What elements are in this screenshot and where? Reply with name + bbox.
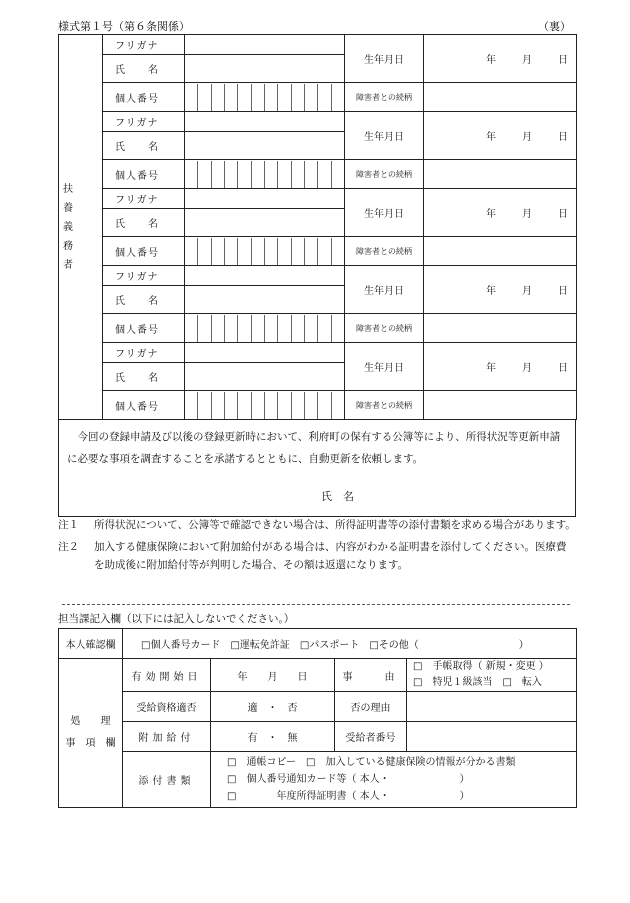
month-label: 月: [522, 209, 532, 220]
page-side-label: （裏）: [538, 20, 571, 33]
digit-box: [211, 161, 224, 188]
name-field[interactable]: [185, 363, 345, 391]
id-check-options[interactable]: □個人番号カード □運転免許証 □パスポート □その他（ ）: [123, 629, 577, 659]
month-label: 月: [522, 132, 532, 143]
furigana-field[interactable]: [185, 343, 345, 363]
office-table: [58, 628, 577, 808]
digit-box: [291, 315, 304, 342]
relation-label: 障害者との続柄: [345, 83, 424, 112]
furigana-label: フリガナ: [103, 35, 185, 55]
birth-label: 生年月日: [345, 189, 424, 237]
digit-box: [264, 238, 277, 265]
section-label-vertical: 扶 養 義 務 者: [59, 35, 103, 420]
digit-box: [264, 84, 277, 111]
birth-label: 生年月日: [345, 343, 424, 391]
day-label: 日: [558, 209, 568, 220]
digit-box: [237, 315, 250, 342]
digit-box: [277, 84, 290, 111]
digit-box: [185, 315, 197, 342]
extra-benefit-label: 附加給付: [123, 722, 211, 752]
digit-box: [277, 315, 290, 342]
digit-box: [197, 238, 210, 265]
extra-benefit-value[interactable]: 有 ・ 無: [211, 722, 335, 752]
digit-box: [251, 315, 264, 342]
name-field[interactable]: [185, 209, 345, 237]
digit-box: [264, 315, 277, 342]
start-date-value[interactable]: 年 月 日: [211, 659, 335, 692]
year-label: 年: [486, 286, 496, 297]
mynumber-field[interactable]: [185, 237, 345, 266]
day-label: 日: [558, 363, 568, 374]
birth-field[interactable]: [424, 343, 577, 391]
start-date-label: 有効開始日: [123, 659, 211, 692]
digit-box: [304, 84, 317, 111]
mynumber-label: 個人番号: [103, 314, 185, 343]
digit-box: [251, 161, 264, 188]
recipient-number-field[interactable]: [407, 722, 577, 752]
name-label: 氏 名: [103, 55, 185, 83]
recipient-number-label: 受給者番号: [335, 722, 407, 752]
relation-label: 障害者との続柄: [345, 237, 424, 266]
digit-box: [317, 84, 330, 111]
digit-box: [211, 84, 224, 111]
digit-box: [264, 161, 277, 188]
consent-name-label: 氏 名: [321, 490, 354, 503]
name-label: 氏 名: [103, 209, 185, 237]
attachments-label: 添付書類: [123, 752, 211, 808]
name-field[interactable]: [185, 286, 345, 314]
birth-field[interactable]: [424, 189, 577, 237]
relation-field[interactable]: [424, 237, 577, 266]
birth-label: 生年月日: [345, 112, 424, 160]
digit-box: [291, 238, 304, 265]
day-label: 日: [558, 55, 568, 66]
digit-box: [291, 84, 304, 111]
furigana-field[interactable]: [185, 112, 345, 132]
eligibility-value[interactable]: 適 ・ 否: [211, 692, 335, 722]
name-label: 氏 名: [103, 286, 185, 314]
digit-box: [224, 392, 237, 419]
digit-box: [251, 238, 264, 265]
digit-box: [304, 161, 317, 188]
furigana-label: フリガナ: [103, 189, 185, 209]
digit-box: [224, 238, 237, 265]
digit-box: [197, 315, 210, 342]
digit-box: [185, 392, 197, 419]
name-field[interactable]: [185, 55, 345, 83]
year-label: 年: [486, 209, 496, 220]
year-label: 年: [486, 132, 496, 143]
digit-box: [224, 161, 237, 188]
mynumber-field[interactable]: [185, 391, 345, 420]
birth-label: 生年月日: [345, 35, 424, 83]
family-table: [58, 34, 577, 420]
digit-box: [211, 315, 224, 342]
month-label: 月: [522, 363, 532, 374]
digit-box: [197, 84, 210, 111]
digit-box: [331, 392, 344, 419]
consent-box: [58, 420, 576, 517]
digit-box: [197, 161, 210, 188]
digit-box: [237, 84, 250, 111]
deny-reason-label: 否の理由: [335, 692, 407, 722]
furigana-label: フリガナ: [103, 112, 185, 132]
digit-box: [185, 161, 197, 188]
note-1: 注１ 所得状況について、公簿等で確認できない場合は、所得証明書等の添付書類を求める場合があります。: [58, 519, 576, 531]
birth-field[interactable]: [424, 266, 577, 314]
digit-box: [304, 315, 317, 342]
digit-box: [291, 161, 304, 188]
furigana-label: フリガナ: [103, 343, 185, 363]
day-label: 日: [558, 132, 568, 143]
digit-box: [317, 392, 330, 419]
birth-field[interactable]: [424, 35, 577, 83]
mynumber-field[interactable]: [185, 314, 345, 343]
process-section-label: 処 理 事 項 欄: [59, 659, 123, 808]
digit-box: [185, 84, 197, 111]
year-label: 年: [486, 363, 496, 374]
name-label: 氏 名: [103, 363, 185, 391]
id-check-label: 本人確認欄: [59, 629, 123, 659]
digit-box: [211, 238, 224, 265]
mynumber-label: 個人番号: [103, 83, 185, 112]
digit-box: [224, 84, 237, 111]
digit-box: [331, 84, 344, 111]
digit-box: [185, 238, 197, 265]
digit-box: [211, 392, 224, 419]
notes: [58, 516, 576, 574]
deny-reason-field[interactable]: [407, 692, 577, 722]
reason-value[interactable]: □ 手帳取得（ 新規・変更 ） □ 特児１級該当 □ 転入: [407, 659, 577, 692]
month-label: 月: [522, 286, 532, 297]
digit-box: [224, 315, 237, 342]
mynumber-label: 個人番号: [103, 160, 185, 189]
digit-box: [331, 315, 344, 342]
digit-box: [277, 161, 290, 188]
note-2: 注２ 加入する健康保険において附加給付がある場合は、内容がわかる証明書を添付してください。医療費を助成後に附加給付等が判明した場合、その額は返還になります。: [58, 541, 567, 571]
relation-label: 障害者との続柄: [345, 391, 424, 420]
furigana-field[interactable]: [185, 189, 345, 209]
name-label: 氏 名: [103, 132, 185, 160]
day-label: 日: [558, 286, 568, 297]
digit-box: [237, 392, 250, 419]
digit-box: [317, 315, 330, 342]
digit-box: [304, 238, 317, 265]
relation-field[interactable]: [424, 83, 577, 112]
digit-box: [317, 161, 330, 188]
relation-label: 障害者との続柄: [345, 314, 424, 343]
relation-field[interactable]: [424, 391, 577, 420]
digit-box: [237, 238, 250, 265]
mynumber-field[interactable]: [185, 83, 345, 112]
digit-box: [264, 392, 277, 419]
digit-box: [331, 238, 344, 265]
form-number: 様式第１号（第６条関係）: [58, 20, 190, 33]
digit-box: [251, 392, 264, 419]
divider: [62, 604, 570, 605]
digit-box: [291, 392, 304, 419]
digit-box: [304, 392, 317, 419]
relation-field[interactable]: [424, 160, 577, 189]
relation-field[interactable]: [424, 314, 577, 343]
name-field[interactable]: [185, 132, 345, 160]
digit-box: [251, 84, 264, 111]
mynumber-label: 個人番号: [103, 237, 185, 266]
furigana-field[interactable]: [185, 35, 345, 55]
year-label: 年: [486, 55, 496, 66]
eligibility-label: 受給資格適否: [123, 692, 211, 722]
mynumber-field[interactable]: [185, 160, 345, 189]
attachments-list[interactable]: □ 通帳コピー □ 加入している健康保険の情報が分かる書類 □ 個人番号通知カード等（ 本人・ ） □ 年度所得証明書（ 本人・ ）: [211, 752, 577, 808]
relation-label: 障害者との続柄: [345, 160, 424, 189]
digit-box: [331, 161, 344, 188]
digit-box: [277, 238, 290, 265]
digit-box: [197, 392, 210, 419]
furigana-field[interactable]: [185, 266, 345, 286]
mynumber-label: 個人番号: [103, 391, 185, 420]
digit-box: [277, 392, 290, 419]
month-label: 月: [522, 55, 532, 66]
office-title: 担当課記入欄（以下には記入しないでください。）: [58, 613, 295, 625]
consent-text: 今回の登録申請及び以後の登録更新時において、利府町の保有する公簿等により、所得状況等更新申請に必要な事項を調査することを承諾するとともに、自動更新を依頼します。: [67, 431, 561, 465]
furigana-label: フリガナ: [103, 266, 185, 286]
digit-box: [317, 238, 330, 265]
digit-box: [237, 161, 250, 188]
birth-label: 生年月日: [345, 266, 424, 314]
birth-field[interactable]: [424, 112, 577, 160]
reason-label: 事 由: [335, 659, 407, 692]
